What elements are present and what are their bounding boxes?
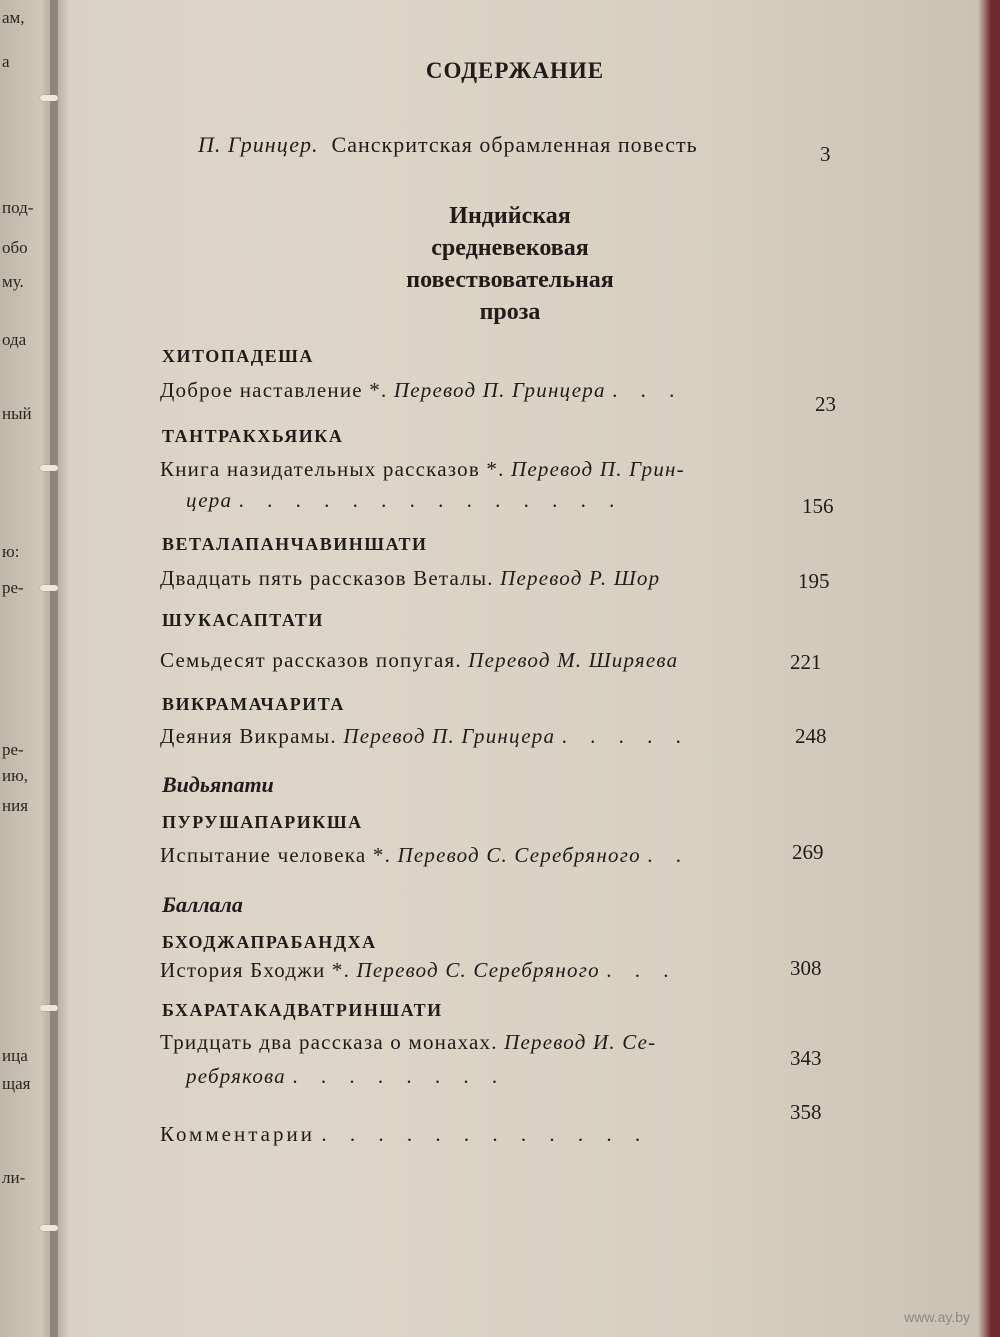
leader-dots: . . . . . [561,724,690,748]
toc-entry-continuation [186,488,623,513]
left-page-fragment: ам, [2,8,25,27]
left-page-fragment: ица [2,1046,28,1065]
toc-entry [160,457,685,482]
entry-title: Доброе наставление *. [160,378,388,402]
entry-translator-cont: ребрякова [186,1064,286,1088]
left-page-fragment: щая [2,1074,31,1093]
entry-translator-cont: цера [186,488,233,512]
entry-title: Семьдесят рассказов попугая. [160,648,462,672]
leader-dots: . . . . . . . . [292,1064,507,1088]
toc-entry [160,724,690,749]
left-page-fragment: ю: [2,542,20,561]
page-number: 3 [820,142,831,166]
page-number: 343 [790,1046,822,1070]
left-page-fragment: ода [2,330,27,349]
left-page-fragment: ный [2,404,32,423]
entry-translator: Перевод П. Гринцера [393,378,606,402]
section-heading: ВИКРАМАЧАРИТА [162,694,345,714]
author-heading: Баллала [162,892,243,917]
toc-entry [160,566,660,591]
entry-title: Комментарии [160,1122,315,1146]
leader-dots: . . . . . . . . . . . . [321,1122,650,1146]
left-page-fragment: под- [2,198,34,217]
entry-translator: Перевод И. Се- [504,1030,657,1054]
entry-title: Двадцать пять рассказов Веталы. [160,566,494,590]
entry-translator: Перевод М. Ширяева [468,648,679,672]
leader-dots: . . [647,843,691,867]
page-number: 269 [792,840,824,864]
left-page-fragment: ию, [2,766,29,785]
toc-entry [160,843,690,868]
leader-dots: . . . [612,378,684,402]
entry-translator: Перевод С. Серебряного [397,843,641,867]
toc-entry-comments [160,1122,649,1147]
left-page-fragment: ре- [2,578,24,597]
page-number: 23 [815,392,836,416]
section-heading: ТАНТРАКХЬЯИКА [162,426,344,446]
toc-entry [160,958,678,983]
left-page-fragment: ли- [2,1168,26,1187]
entry-author: П. Гринцер. [198,132,319,157]
page-number: 195 [798,569,830,593]
toc-entry-intro [198,132,698,158]
section-heading: ХИТОПАДЕША [162,346,314,366]
toc-entry-continuation [186,1064,506,1089]
page-number: 358 [790,1100,822,1124]
entry-translator: Перевод С. Серебряного [356,958,600,982]
page-number: 308 [790,956,822,980]
part-title-line: проза [479,299,541,325]
author-heading: Видьяпати [162,772,274,797]
left-page-fragment: ния [2,796,29,815]
toc-entry [160,1030,656,1055]
part-title-line: повествовательная [406,267,614,293]
left-page-fragment: а [2,52,10,71]
entry-title: Деяния Викрамы. [160,724,337,748]
left-page-fragment: му. [2,272,24,291]
toc-entry [160,648,678,673]
entry-title: Книга назидательных рассказов *. [160,457,505,481]
leader-dots: . . . [606,958,678,982]
leader-dots: . . . . . . . . . . . . . . [238,488,624,512]
section-heading: БХАРАТАКАДВАТРИНШАТИ [162,1000,443,1020]
entry-translator: Перевод П. Гринцера [343,724,556,748]
entry-title: История Бходжи *. [160,958,351,982]
page-number: 248 [795,724,827,748]
part-title-line: средневековая [431,235,589,261]
page-number: 156 [802,494,834,518]
entry-title: Тридцать два рассказа о монахах. [160,1030,498,1054]
page-title: СОДЕРЖАНИЕ [425,58,605,83]
left-page-fragment: обо [2,238,28,257]
entry-title: Санскритская обрамленная повесть [331,132,698,157]
watermark: www.ay.by [904,1309,970,1325]
section-heading: ВЕТАЛАПАНЧАВИНШАТИ [162,534,428,554]
section-heading: БХОДЖАПРАБАНДХА [162,932,377,952]
entry-title: Испытание человека *. [160,843,392,867]
part-title-line: Индийская [449,203,571,229]
entry-translator: Перевод Р. Шор [500,566,661,590]
section-heading: ПУРУШАПАРИКША [162,812,363,832]
entry-translator: Перевод П. Грин- [510,457,685,481]
section-heading: ШУКАСАПТАТИ [162,610,324,630]
toc-entry [160,378,683,403]
page-number: 221 [790,650,822,674]
left-page-fragment: ре- [2,740,24,759]
